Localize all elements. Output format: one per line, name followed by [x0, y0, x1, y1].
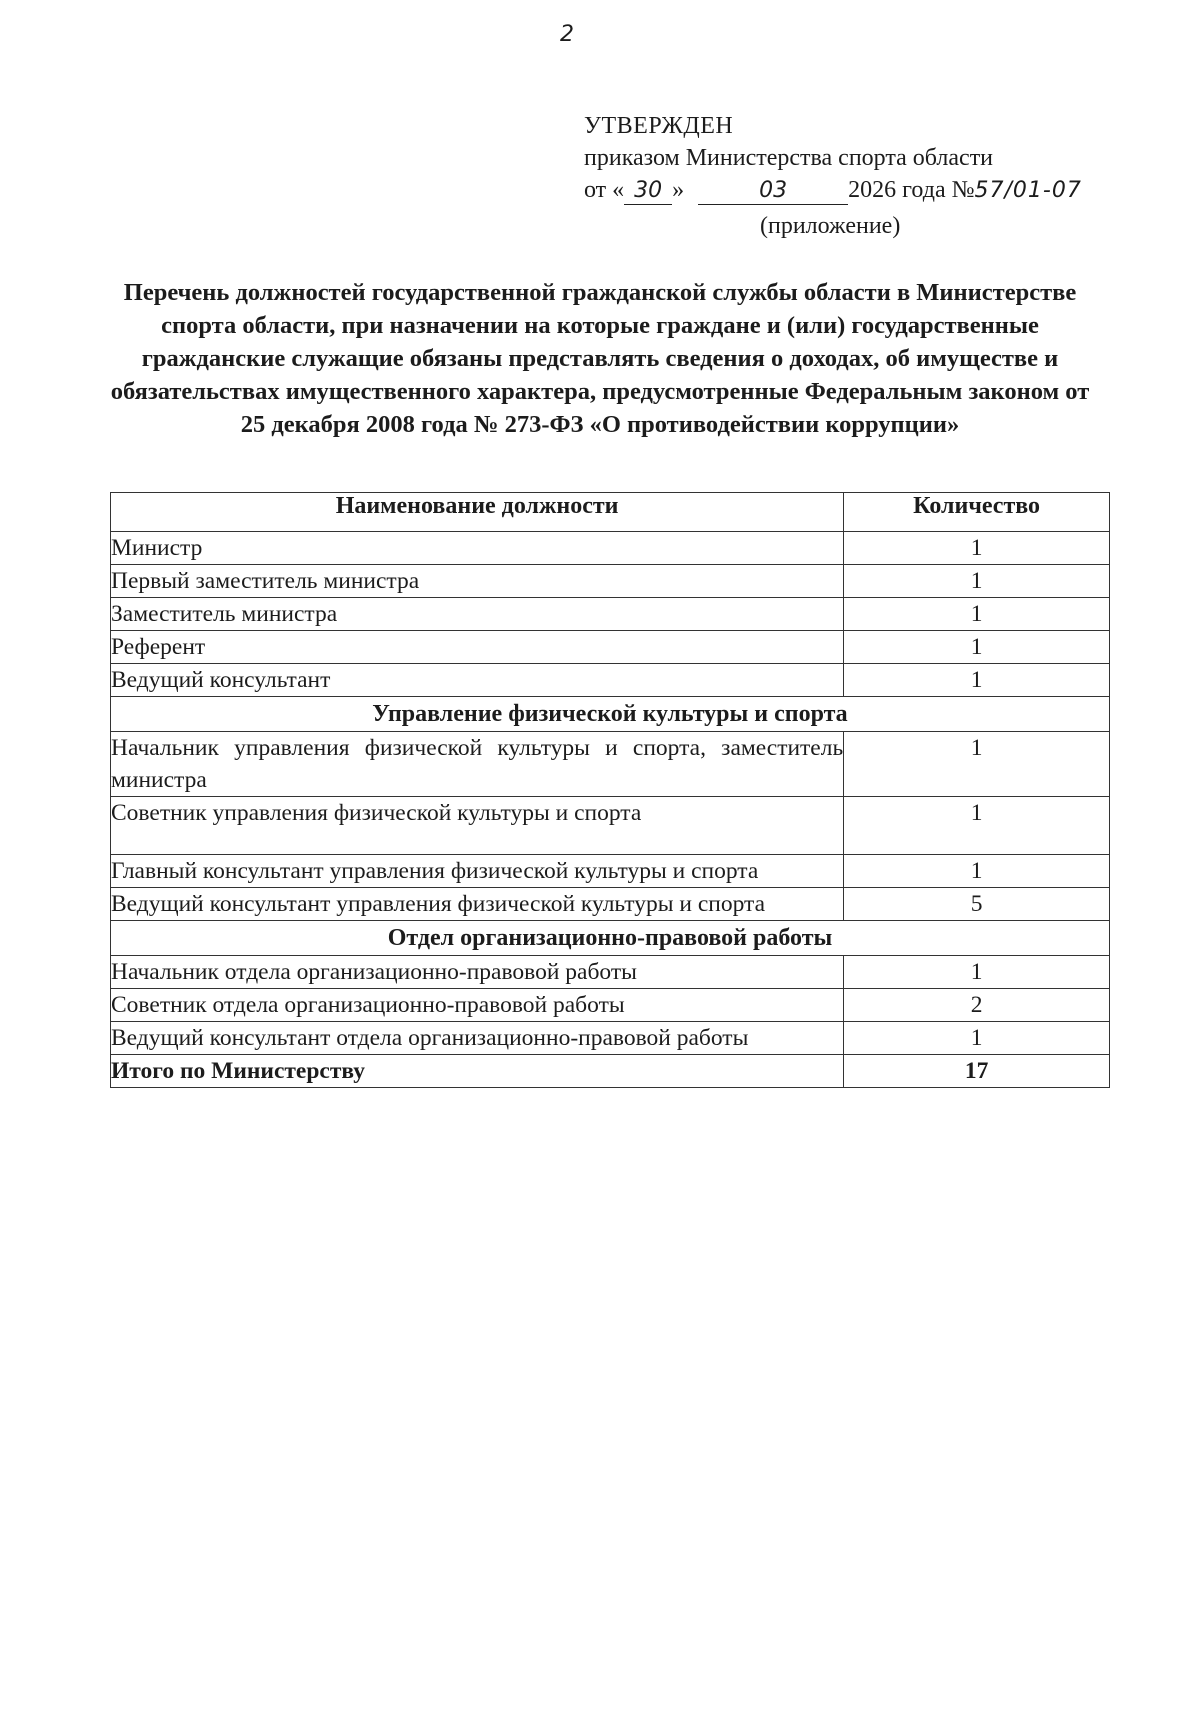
table-row	[111, 565, 1110, 598]
handwritten-day: 30	[624, 178, 672, 205]
section-title: Управление физической культуры и спорта	[111, 697, 1110, 732]
position-count: 1	[844, 565, 1110, 598]
table-row	[111, 598, 1110, 631]
position-name: Советник отдела организационно-правовой работы	[111, 989, 844, 1022]
approval-date-line	[584, 174, 1082, 206]
position-count: 1	[844, 855, 1110, 888]
header-count: Количество	[844, 493, 1110, 532]
approval-stamp	[584, 110, 1082, 242]
position-count: 1	[844, 1022, 1110, 1055]
table-row	[111, 888, 1110, 921]
table-row	[111, 956, 1110, 989]
position-count: 1	[844, 631, 1110, 664]
position-name: Начальник отдела организационно-правовой работы	[111, 956, 844, 989]
approval-note: (приложение)	[760, 213, 901, 239]
table-row	[111, 1022, 1110, 1055]
positions-table	[110, 492, 1110, 1088]
position-name: Ведущий консультант управления физической культуры и спорта	[111, 888, 844, 921]
handwritten-order-number: 57/01-07	[974, 178, 1082, 203]
approval-order-line: приказом Министерства спорта области	[584, 145, 994, 171]
position-count: 1	[844, 598, 1110, 631]
table-row	[111, 532, 1110, 565]
date-prefix: от «	[584, 177, 625, 203]
position-count: 2	[844, 989, 1110, 1022]
position-name: Заместитель министра	[111, 598, 844, 631]
position-count: 5	[844, 888, 1110, 921]
approval-title: УТВЕРЖДЕН	[584, 113, 734, 139]
section-row	[111, 697, 1110, 732]
section-row	[111, 921, 1110, 956]
section-title: Отдел организационно-правовой работы	[111, 921, 1110, 956]
position-name: Начальник управления физической культуры и спорта, заместитель министра	[111, 732, 844, 797]
handwritten-month: 03	[698, 178, 848, 205]
position-name: Первый заместитель министра	[111, 565, 844, 598]
table-row	[111, 797, 1110, 855]
table-row	[111, 732, 1110, 797]
position-count: 1	[844, 532, 1110, 565]
year-text: 2026 года №	[848, 177, 975, 203]
position-name: Ведущий консультант	[111, 664, 844, 697]
total-row	[111, 1055, 1110, 1088]
total-count: 17	[844, 1055, 1110, 1088]
table-row	[111, 631, 1110, 664]
position-name: Советник управления физической культуры и спорта	[111, 797, 844, 855]
position-count: 1	[844, 956, 1110, 989]
position-name: Референт	[111, 631, 844, 664]
position-name: Ведущий консультант отдела организационно-правовой работы	[111, 1022, 844, 1055]
position-name: Министр	[111, 532, 844, 565]
position-count: 1	[844, 732, 1110, 797]
document-title: Перечень должностей государственной гражданской службы области в Министерстве спорта области, при назначении на которые граждане и (или) государственные гражданские служащие обязаны представлять сведения о доходах, об имуществе и обязательствах имущественного характера, предусмотренные Федеральным законом от 25 декабря 2008 года № 273-ФЗ «О противодействии коррупции»	[110, 279, 1090, 438]
table-header-row	[111, 493, 1110, 532]
position-count: 1	[844, 797, 1110, 855]
position-count: 1	[844, 664, 1110, 697]
page-number: 2	[560, 22, 574, 47]
table-row	[111, 989, 1110, 1022]
table-row	[111, 664, 1110, 697]
position-name: Главный консультант управления физической культуры и спорта	[111, 855, 844, 888]
table-row	[111, 855, 1110, 888]
header-name: Наименование должности	[111, 493, 844, 532]
total-label: Итого по Министерству	[111, 1055, 844, 1088]
date-mid: »	[672, 177, 685, 203]
